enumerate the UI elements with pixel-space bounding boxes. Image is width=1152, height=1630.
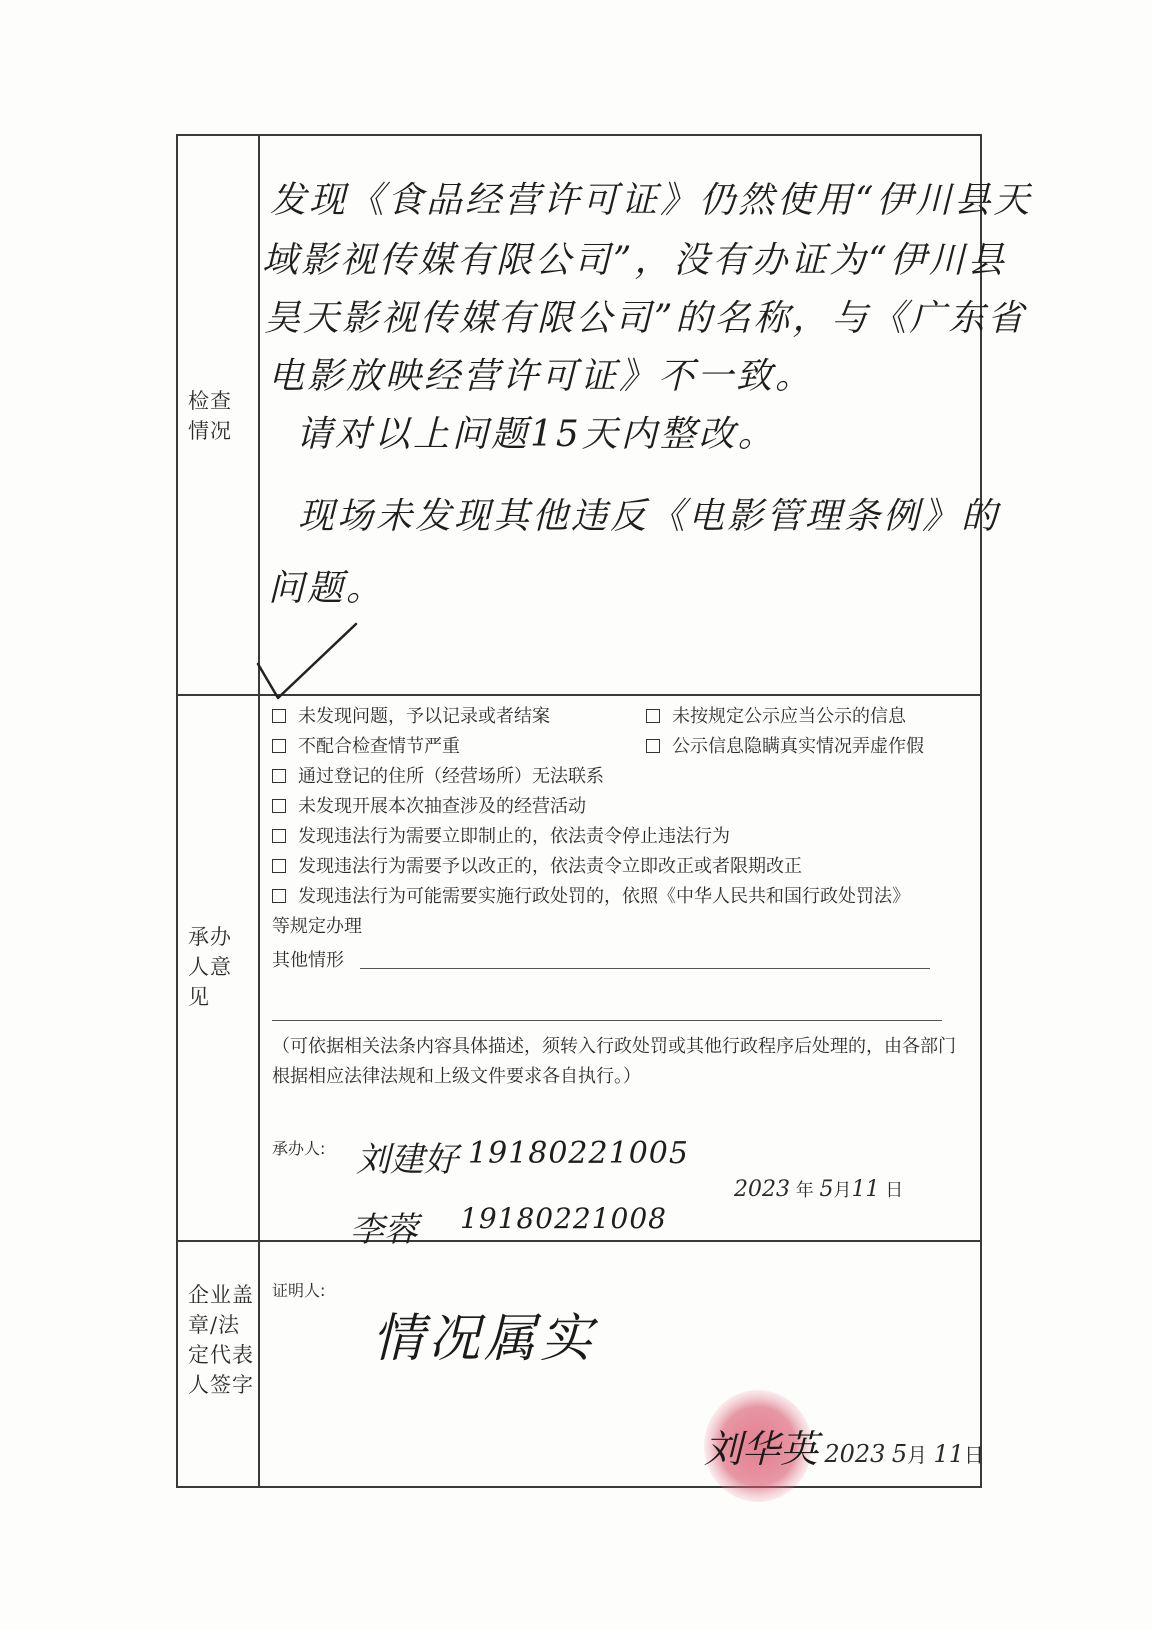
option-penalty-continuation: 等规定办理 <box>272 916 362 937</box>
opinion-label: 承办人意见 <box>188 925 232 1009</box>
witness-statement: 情况属实 <box>372 1309 597 1369</box>
handler-label: 承办人: <box>272 1139 326 1158</box>
handler-opinion-row <box>178 696 980 1250</box>
legal-rep-name: 刘华英 <box>704 1427 819 1471</box>
handler-phone-2: 19180221008 <box>460 1202 667 1235</box>
handwritten-line-3: 昊天影视传媒有限公司”的名称，与《广东省 <box>264 298 1027 339</box>
option-no-activity[interactable]: 未发现开展本次抽查涉及的经营活动 <box>272 796 586 818</box>
handler-date-day: 11 <box>851 1177 880 1202</box>
checkbox-icon[interactable] <box>272 799 286 813</box>
check-label: 检查情况 <box>188 389 232 443</box>
sign-date-month: 5 <box>891 1440 908 1468</box>
opinion-content-cell <box>260 696 980 1250</box>
check-situation-row <box>178 136 1033 696</box>
option-unreachable[interactable]: 通过登记的住所（经营场所）无法联系 <box>272 766 604 788</box>
handwritten-line-4: 电影放映经营许可证》不一致。 <box>268 356 815 397</box>
witness-label: 证明人: <box>272 1281 326 1300</box>
checkbox-icon[interactable] <box>646 739 660 753</box>
check-label-cell <box>178 136 260 694</box>
other-situation-line[interactable] <box>360 968 930 969</box>
company-label: 企业盖章/法定代表人签字 <box>188 1283 254 1397</box>
handler-date-month: 5 <box>819 1177 834 1202</box>
checkbox-icon[interactable] <box>272 829 286 843</box>
handwritten-line-6: 现场未发现其他违反《电影管理条例》的 <box>298 496 1001 537</box>
opinion-label-cell <box>178 696 260 1240</box>
checkbox-icon[interactable] <box>272 709 286 723</box>
option-stop-violation[interactable]: 发现违法行为需要立即制止的，依法责令停止违法行为 <box>272 826 730 848</box>
checkbox-icon[interactable] <box>272 859 286 873</box>
checkbox-icon[interactable] <box>646 709 660 723</box>
legal-rep-signature <box>704 1418 984 1473</box>
sign-date-year: 2023 <box>824 1440 886 1468</box>
company-label-cell <box>178 1242 260 1486</box>
handler-signature-2: 李蓉 <box>350 1210 418 1250</box>
handwritten-line-5: 请对以上问题15天内整改。 <box>296 414 777 455</box>
handwritten-line-2: 域影视传媒有限公司”，没有办证为“伊川县 <box>262 240 1007 281</box>
check-content-cell <box>260 136 1033 694</box>
option-not-publicized[interactable]: 未按规定公示应当公示的信息 <box>646 706 906 728</box>
other-situation-label: 其他情形 <box>272 950 344 971</box>
blank-fill-line[interactable] <box>272 1020 942 1021</box>
option-correct-violation[interactable]: 发现违法行为需要予以改正的，依法责令立即改正或者限期改正 <box>272 856 802 878</box>
sign-date-month-suffix: 月 <box>907 1443 928 1467</box>
handler-date-month-suffix: 月 <box>833 1180 852 1201</box>
handler-phone-1: 19180221005 <box>468 1136 689 1171</box>
note-text: （可依据相关法条内容具体描述，须转入行政处罚或其他行政程序后处理的，由各部门根据相应法律法规和上级文件要求各自执行。） <box>272 1036 956 1087</box>
option-uncooperative[interactable]: 不配合检查情节严重 <box>272 736 460 758</box>
handwritten-line-1: 发现《食品经营许可证》仍然使用“伊川县天 <box>270 180 1033 221</box>
inspection-form-table <box>176 134 1033 1488</box>
sign-date-day-suffix: 日 <box>964 1443 984 1467</box>
company-content-cell <box>260 1242 984 1486</box>
handler-date-day-suffix: 日 <box>885 1180 904 1201</box>
handler-signature-1: 刘建好 <box>356 1140 458 1180</box>
handler-date-year-suffix: 年 <box>795 1180 814 1201</box>
handler-date <box>734 1176 903 1202</box>
checkbox-icon[interactable] <box>272 889 286 903</box>
company-seal-row <box>178 1242 984 1486</box>
option-false-info[interactable]: 公示信息隐瞒真实情况弄虚作假 <box>646 736 924 758</box>
handler-date-year: 2023 <box>734 1177 790 1202</box>
checkbox-icon[interactable] <box>272 769 286 783</box>
handwritten-line-7: 问题。 <box>268 568 386 609</box>
sign-date-day: 11 <box>933 1440 964 1468</box>
checkbox-icon[interactable] <box>272 739 286 753</box>
option-no-problem[interactable]: 未发现问题，予以记录或者结案 <box>272 706 550 728</box>
option-administrative-penalty[interactable]: 发现违法行为可能需要实施行政处罚的，依照《中华人民共和国行政处罚法》 <box>272 886 910 908</box>
